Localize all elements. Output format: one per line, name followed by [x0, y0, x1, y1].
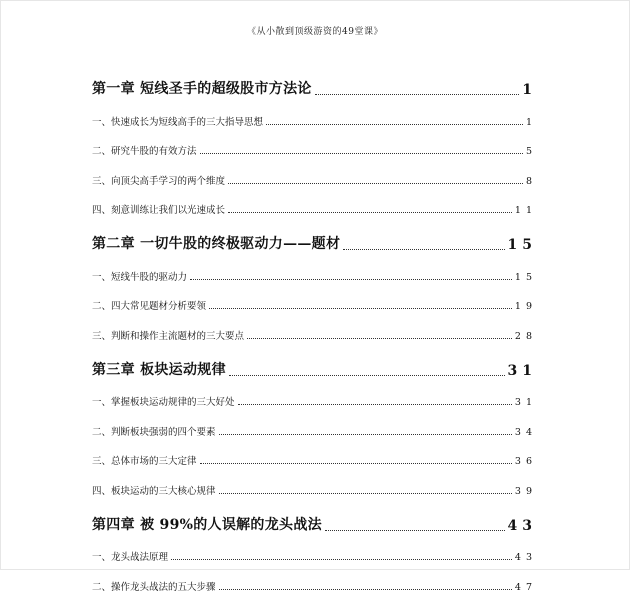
section-title: 三、向顶尖高手学习的两个维度	[92, 175, 226, 187]
toc-section-row[interactable]	[92, 187, 537, 217]
toc-section-row[interactable]	[92, 128, 537, 158]
chapter-title: 第三章 板块运动规律	[92, 361, 226, 378]
page-number: 34	[514, 426, 537, 438]
section-title: 一、快速成长为短线高手的三大指导思想	[92, 116, 264, 128]
section-title: 四、板块运动的三大核心规律	[92, 485, 216, 497]
toc-chapter-row[interactable]	[92, 223, 537, 253]
running-header: 《从小散到顶级游资的49堂课》	[247, 27, 383, 37]
page-number: 39	[514, 485, 537, 497]
dot-leader	[266, 124, 523, 125]
dot-leader	[228, 212, 512, 213]
dot-leader	[315, 94, 520, 95]
section-title: 三、判断和操作主流题材的三大要点	[92, 330, 245, 342]
page-number: 28	[514, 330, 537, 342]
toc-section-row[interactable]	[92, 98, 537, 128]
chapter-spacer	[92, 342, 532, 349]
dot-leader	[171, 559, 512, 560]
page-number: 11	[514, 205, 537, 216]
dot-leader	[219, 493, 512, 494]
section-title: 二、四大常见题材分析要领	[92, 301, 207, 312]
chapter-title: 第一章 短线圣手的超级股市方法论	[92, 81, 312, 97]
page-number: 36	[514, 456, 537, 467]
dot-leader	[325, 530, 505, 531]
toc-chapter-row[interactable]	[92, 68, 537, 98]
table-of-contents	[92, 68, 537, 593]
dot-leader	[219, 434, 512, 435]
section-title: 二、操作龙头战法的五大步骤	[92, 581, 216, 593]
dot-leader	[200, 153, 523, 154]
toc-section-row[interactable]	[92, 534, 537, 564]
dot-leader	[190, 279, 512, 280]
section-title: 三、总体市场的三大定律	[92, 456, 197, 467]
page-number: 43	[507, 517, 537, 534]
page-number: 47	[514, 581, 537, 593]
page-number: 43	[514, 552, 537, 563]
toc-section-row[interactable]	[92, 253, 537, 283]
toc-section-row[interactable]	[92, 438, 537, 468]
page-number: 31	[514, 397, 537, 408]
page-number: 1	[522, 82, 537, 98]
section-title: 一、龙头战法原理	[92, 552, 169, 563]
toc-section-row[interactable]	[92, 283, 537, 313]
chapter-spacer	[92, 497, 532, 504]
dot-leader	[229, 375, 505, 376]
page-number: 8	[525, 175, 537, 187]
dot-leader	[209, 308, 512, 309]
toc-section-row[interactable]	[92, 563, 537, 593]
toc-section-row[interactable]	[92, 157, 537, 187]
dot-leader	[343, 249, 504, 250]
toc-section-row[interactable]	[92, 312, 537, 342]
section-title: 一、短线牛股的驱动力	[92, 271, 188, 283]
page-number: 19	[514, 301, 537, 312]
dot-leader	[247, 338, 512, 339]
section-title: 一、掌握板块运动规律的三大好处	[92, 397, 235, 408]
section-title: 四、刻意训练让我们以光速成长	[92, 205, 226, 216]
dot-leader	[200, 463, 512, 464]
section-title: 二、判断板块强弱的四个要素	[92, 426, 216, 438]
toc-chapter-row[interactable]	[92, 349, 537, 379]
page-number: 5	[525, 146, 537, 157]
dot-leader	[238, 404, 512, 405]
toc-section-row[interactable]	[92, 379, 537, 409]
page-number: 1	[525, 116, 537, 128]
toc-section-row[interactable]	[92, 467, 537, 497]
chapter-title: 第四章 被 99%的人误解的龙头战法	[92, 516, 322, 533]
page-number: 31	[507, 362, 537, 379]
dot-leader	[228, 183, 523, 184]
chapter-title: 第二章 一切牛股的终极驱动力——题材	[92, 236, 341, 252]
page-number: 15	[514, 271, 537, 283]
page-number: 15	[507, 237, 537, 253]
dot-leader	[219, 589, 512, 590]
toc-chapter-row[interactable]	[92, 504, 537, 534]
toc-section-row[interactable]	[92, 408, 537, 438]
section-title: 二、研究牛股的有效方法	[92, 146, 197, 157]
chapter-spacer	[92, 216, 532, 223]
